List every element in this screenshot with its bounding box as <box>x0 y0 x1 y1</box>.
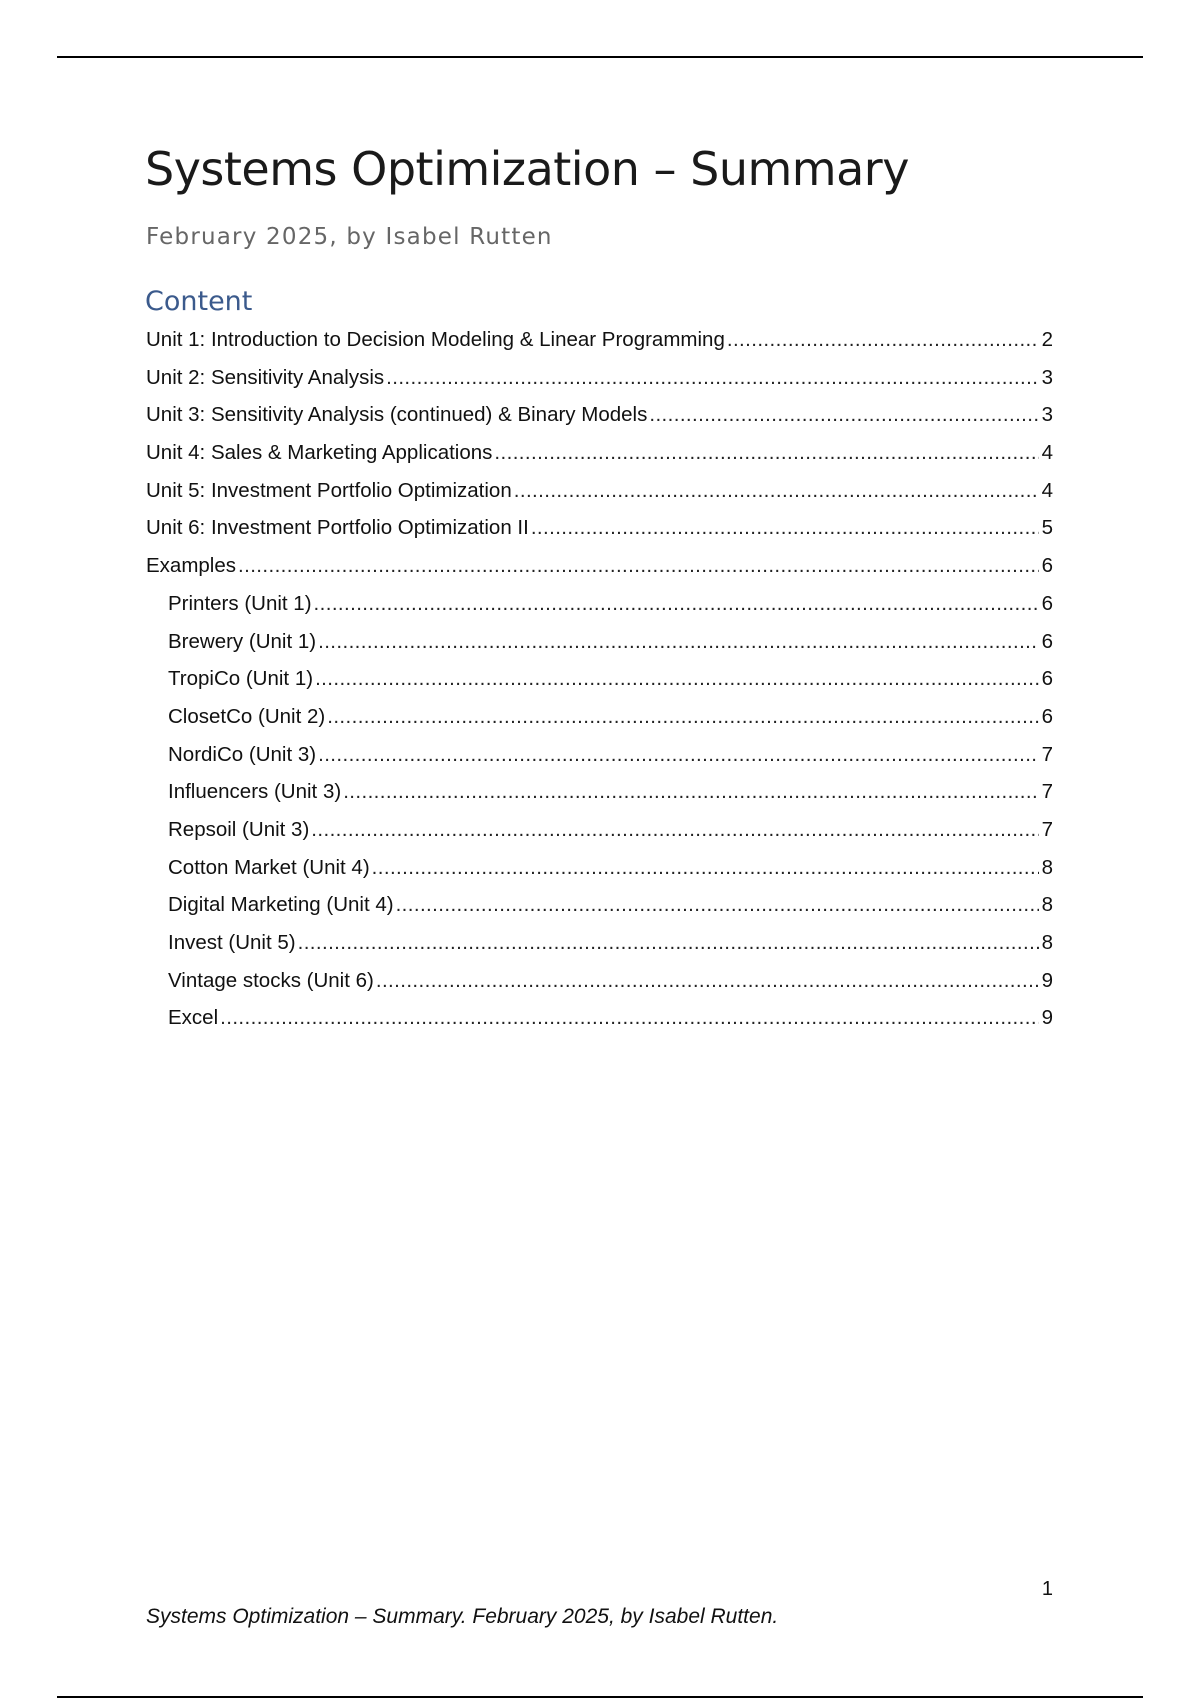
toc-entry-page: 6 <box>1041 629 1053 653</box>
toc-dot-leader <box>727 321 1039 359</box>
toc-entry-page: 7 <box>1041 817 1053 841</box>
toc-entry-label: Unit 4: Sales & Marketing Applications <box>146 441 493 465</box>
toc-entry-label: ClosetCo (Unit 2) <box>168 704 326 728</box>
toc-item <box>146 811 1053 849</box>
toc-dot-leader <box>372 849 1039 887</box>
toc-item <box>146 509 1053 547</box>
footer-rule <box>57 1696 1143 1698</box>
toc-entry-page: 9 <box>1041 968 1053 992</box>
footer-text: Systems Optimization – Summary. February 2025, by Isabel Rutten. <box>146 1605 779 1628</box>
toc-entry-link[interactable] <box>146 962 1053 1000</box>
toc-entry-label: Cotton Market (Unit 4) <box>168 855 370 879</box>
toc-entry-page: 8 <box>1041 893 1053 917</box>
toc-entry-label: Unit 1: Introduction to Decision Modeling & Linear Programming <box>146 328 725 351</box>
toc-item <box>146 585 1053 623</box>
toc-entry-link[interactable] <box>146 585 1053 623</box>
toc-item <box>146 773 1053 811</box>
toc-dot-leader <box>327 698 1039 736</box>
toc-entry-page: 7 <box>1041 780 1053 804</box>
toc-entry-label: NordiCo (Unit 3) <box>168 742 317 766</box>
toc-entry-link[interactable] <box>146 623 1053 661</box>
toc-entry-link[interactable] <box>146 396 1053 434</box>
toc-item <box>146 924 1053 962</box>
toc-entry-link[interactable] <box>146 886 1053 924</box>
toc-entry-link[interactable] <box>146 509 1053 547</box>
toc-entry-page: 2 <box>1041 328 1053 351</box>
toc-dot-leader <box>238 547 1039 585</box>
toc-entry-link[interactable] <box>146 849 1053 887</box>
toc-entry-label: Digital Marketing (Unit 4) <box>168 893 394 917</box>
table-of-contents <box>146 321 1053 1037</box>
toc-dot-leader <box>514 472 1039 510</box>
toc-entry-link[interactable] <box>146 359 1053 397</box>
toc-entry-link[interactable] <box>146 547 1053 585</box>
toc-entry-page: 6 <box>1041 554 1053 578</box>
toc-entry-label: Brewery (Unit 1) <box>168 629 317 653</box>
toc-dot-leader <box>386 359 1039 397</box>
toc-item <box>146 999 1053 1037</box>
toc-item <box>146 321 1053 359</box>
toc-item <box>146 660 1053 698</box>
toc-item <box>146 736 1053 774</box>
toc-entry-page: 6 <box>1041 704 1053 728</box>
toc-entry-label: Printers (Unit 1) <box>168 591 312 615</box>
toc-entry-label: Vintage stocks (Unit 6) <box>168 968 374 992</box>
toc-dot-leader <box>318 736 1039 774</box>
page-number: 1 <box>1041 1578 1053 1600</box>
toc-item <box>146 698 1053 736</box>
toc-dot-leader <box>343 773 1039 811</box>
toc-entry-page: 8 <box>1041 931 1053 954</box>
toc-entry-link[interactable] <box>146 698 1053 736</box>
toc-entry-page: 5 <box>1041 516 1053 540</box>
document-subtitle: February 2025, by Isabel Rutten <box>146 224 553 250</box>
toc-item <box>146 962 1053 1000</box>
toc-entry-page: 3 <box>1041 403 1053 427</box>
toc-entry-page: 8 <box>1041 855 1053 879</box>
toc-entry-label: Invest (Unit 5) <box>168 931 296 954</box>
toc-entry-label: Unit 5: Investment Portfolio Optimization <box>146 478 512 502</box>
toc-dot-leader <box>298 924 1039 962</box>
toc-dot-leader <box>220 999 1039 1037</box>
toc-entry-label: TropiCo (Unit 1) <box>168 667 314 691</box>
toc-entry-page: 4 <box>1041 441 1053 465</box>
toc-item <box>146 886 1053 924</box>
toc-item <box>146 434 1053 472</box>
toc-dot-leader <box>318 623 1039 661</box>
toc-dot-leader <box>315 660 1039 698</box>
toc-item <box>146 547 1053 585</box>
toc-dot-leader <box>311 811 1039 849</box>
toc-entry-link[interactable] <box>146 321 1053 359</box>
toc-entry-link[interactable] <box>146 773 1053 811</box>
toc-entry-page: 6 <box>1041 667 1053 691</box>
toc-entry-page: 9 <box>1041 1006 1053 1030</box>
toc-entry-label: Repsoil (Unit 3) <box>168 817 310 841</box>
toc-entry-label: Influencers (Unit 3) <box>168 780 342 804</box>
toc-entry-page: 7 <box>1041 742 1053 766</box>
toc-entry-link[interactable] <box>146 999 1053 1037</box>
toc-dot-leader <box>376 962 1039 1000</box>
toc-entry-label: Unit 3: Sensitivity Analysis (continued) & Binary Models <box>146 403 648 427</box>
toc-entry-link[interactable] <box>146 434 1053 472</box>
toc-entry-page: 4 <box>1041 478 1053 502</box>
toc-heading: Content <box>145 286 253 317</box>
toc-entry-link[interactable] <box>146 924 1053 962</box>
toc-item <box>146 472 1053 510</box>
toc-dot-leader <box>494 434 1039 472</box>
toc-entry-page: 3 <box>1041 365 1053 389</box>
toc-item <box>146 623 1053 661</box>
toc-entry-label: Excel <box>168 1006 219 1030</box>
toc-item <box>146 396 1053 434</box>
toc-dot-leader <box>314 585 1039 623</box>
toc-entry-link[interactable] <box>146 736 1053 774</box>
toc-dot-leader <box>531 509 1039 547</box>
toc-dot-leader <box>396 886 1039 924</box>
document-title: Systems Optimization – Summary <box>145 142 909 196</box>
toc-entry-label: Unit 2: Sensitivity Analysis <box>146 365 385 389</box>
toc-item <box>146 849 1053 887</box>
toc-item <box>146 359 1053 397</box>
toc-entry-page: 6 <box>1041 591 1053 615</box>
toc-entry-link[interactable] <box>146 811 1053 849</box>
header-rule <box>57 56 1143 58</box>
toc-entry-link[interactable] <box>146 472 1053 510</box>
toc-dot-leader <box>649 396 1039 434</box>
toc-entry-label: Unit 6: Investment Portfolio Optimization II <box>146 516 529 540</box>
toc-entry-label: Examples <box>146 554 237 578</box>
toc-entry-link[interactable] <box>146 660 1053 698</box>
